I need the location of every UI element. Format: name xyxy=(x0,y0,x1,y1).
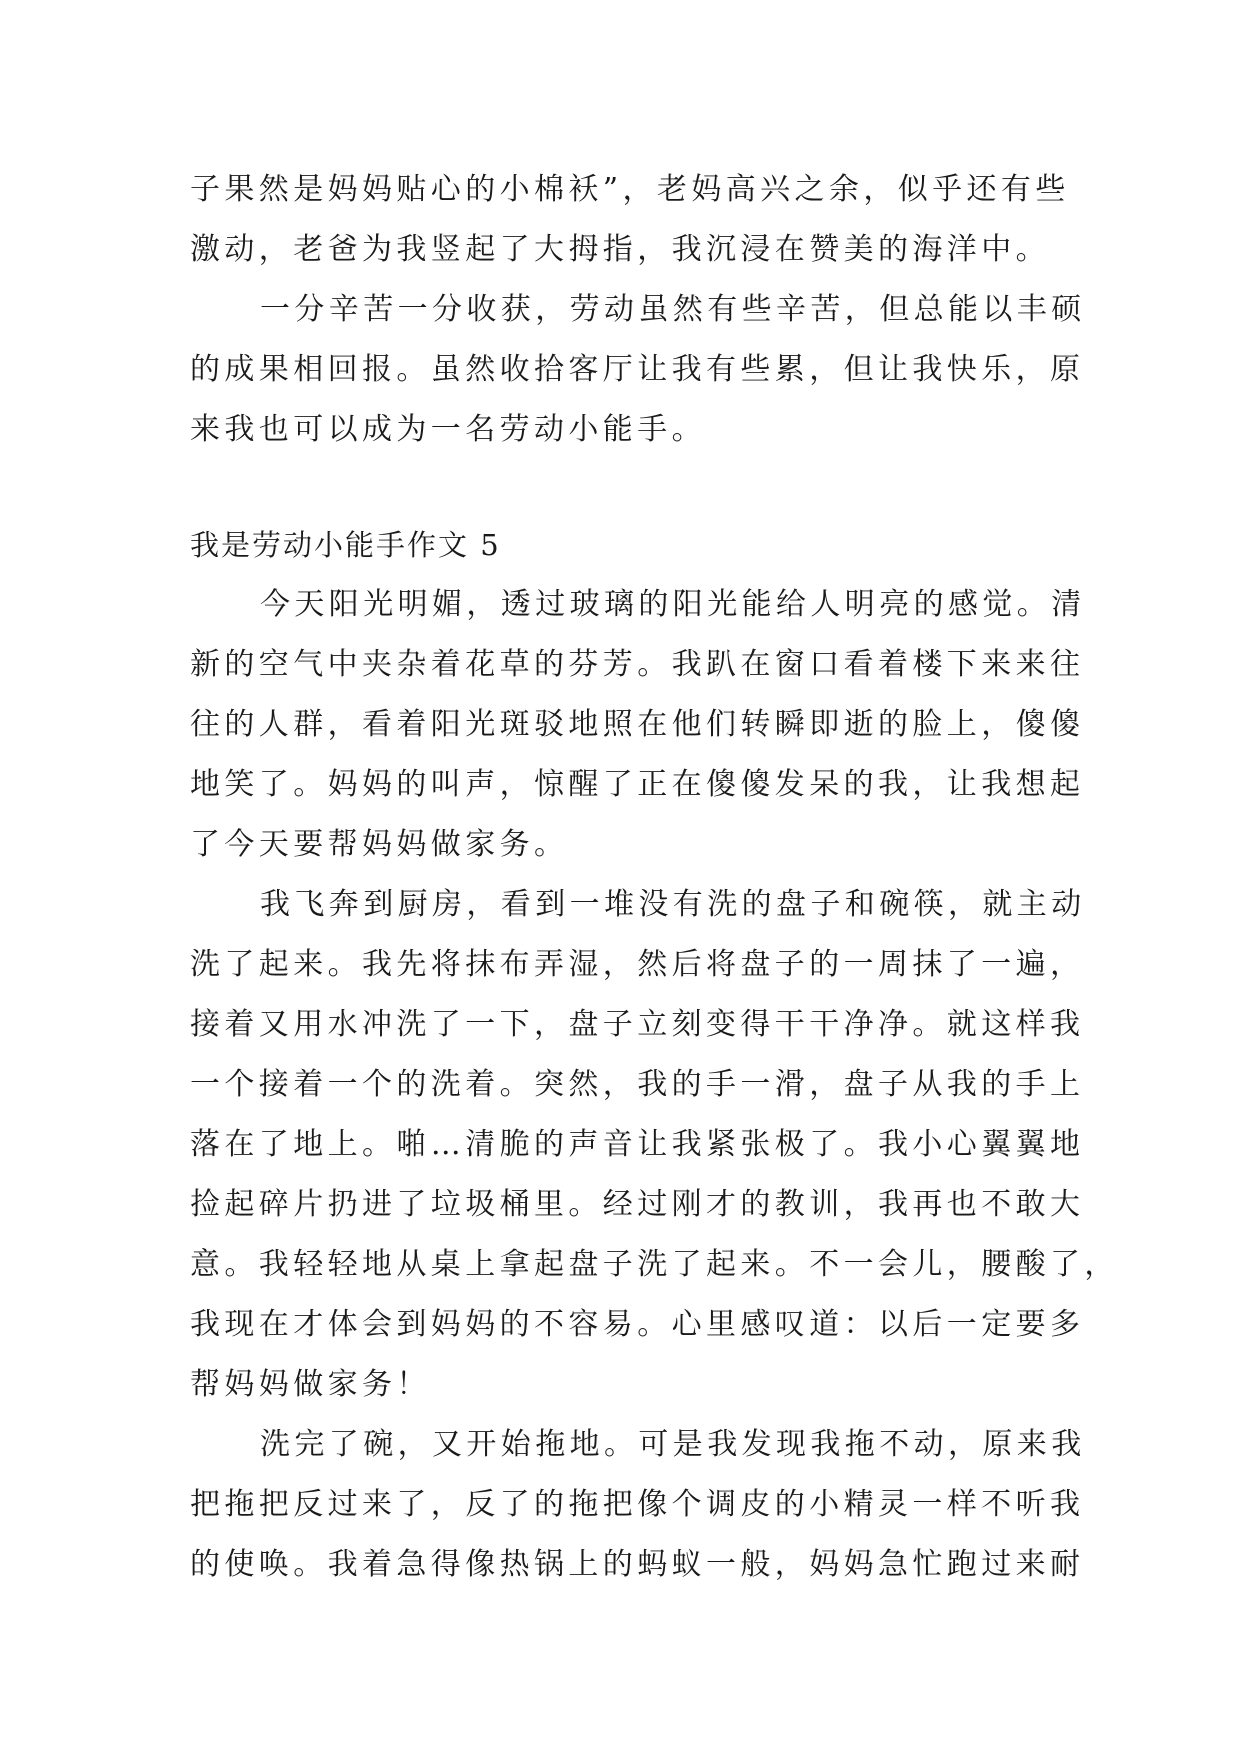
section-title: 我是劳动小能手作文 5 xyxy=(190,528,501,562)
text-line: 我现在才体会到妈妈的不容易。心里感叹道：以后一定要多 xyxy=(190,1307,1085,1342)
paragraph xyxy=(190,875,1119,1415)
text-line: 了今天要帮妈妈做家务。 xyxy=(190,827,569,862)
text-line: 往的人群，看着阳光斑驳地照在他们转瞬即逝的脸上，傻傻 xyxy=(190,707,1085,742)
text-line: 一分辛苦一分收获，劳动虽然有些辛苦，但总能以丰硕 xyxy=(260,292,1086,327)
document-page xyxy=(190,160,1119,1595)
text-line: 激动，老爸为我竖起了大拇指，我沉浸在赞美的海洋中。 xyxy=(190,232,1050,267)
text-line: 今天阳光明媚，透过玻璃的阳光能给人明亮的感觉。清 xyxy=(260,587,1086,622)
text-line: 洗了起来。我先将抹布弄湿，然后将盘子的一周抹了一遍， xyxy=(190,947,1085,982)
text-line: 的使唤。我着急得像热锅上的蚂蚁一般，妈妈急忙跑过来耐 xyxy=(190,1547,1085,1582)
text-line: 一个接着一个的洗着。突然，我的手一滑，盘子从我的手上 xyxy=(190,1067,1085,1102)
text-line: 洗完了碗，又开始拖地。可是我发现我拖不动，原来我 xyxy=(260,1427,1086,1462)
text-line: 帮妈妈做家务！ xyxy=(190,1367,431,1402)
text-line: 来我也可以成为一名劳动小能手。 xyxy=(190,412,706,447)
text-line: 捡起碎片扔进了垃圾桶里。经过刚才的教训，我再也不敢大 xyxy=(190,1187,1085,1222)
text-line: 接着又用水冲洗了一下，盘子立刻变得干干净净。就这样我 xyxy=(190,1007,1085,1042)
text-line: 的成果相回报。虽然收拾客厅让我有些累，但让我快乐，原 xyxy=(190,352,1085,387)
paragraph xyxy=(190,160,1070,280)
paragraph xyxy=(190,1415,1086,1595)
section-gap xyxy=(190,460,1050,515)
text-line: 把拖把反过来了，反了的拖把像个调皮的小精灵一样不听我 xyxy=(190,1487,1085,1522)
text-line: 子果然是妈妈贴心的小棉袄”，老妈高兴之余，似乎还有些 xyxy=(190,172,1070,207)
paragraph xyxy=(190,575,1086,875)
paragraph xyxy=(190,280,1086,460)
text-line: 地笑了。妈妈的叫声，惊醒了正在傻傻发呆的我，让我想起 xyxy=(190,767,1085,802)
text-line: 我飞奔到厨房，看到一堆没有洗的盘子和碗筷，就主动 xyxy=(260,887,1086,922)
text-line: 意。我轻轻地从桌上拿起盘子洗了起来。不一会儿，腰酸了， xyxy=(190,1247,1119,1282)
text-line: 落在了地上。啪…清脆的声音让我紧张极了。我小心翼翼地 xyxy=(190,1127,1085,1162)
text-line: 新的空气中夹杂着花草的芬芳。我趴在窗口看着楼下来来往 xyxy=(190,647,1085,682)
